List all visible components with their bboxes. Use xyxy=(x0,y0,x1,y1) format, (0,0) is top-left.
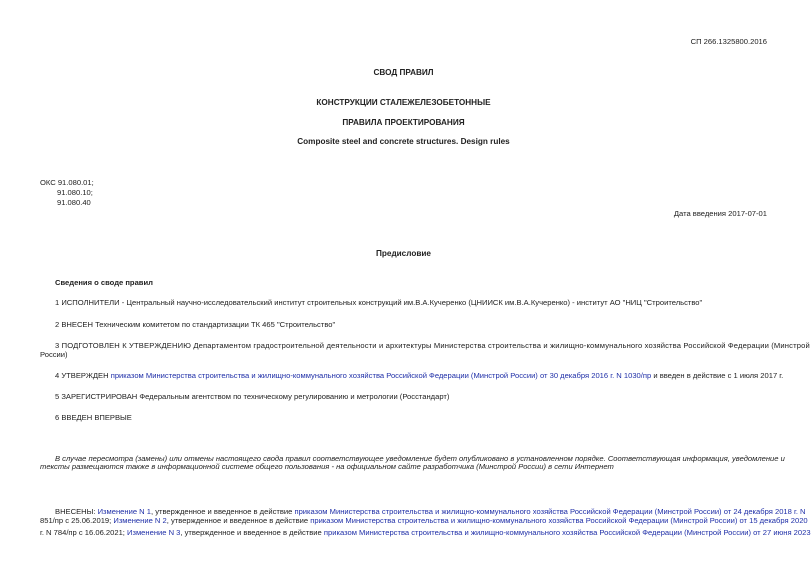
title-en: Composite steel and concrete structures. Design rules xyxy=(297,137,510,146)
oks-code-3: 91.080.40 xyxy=(57,198,91,207)
amendment-3-link[interactable]: Изменение N 3 xyxy=(127,528,181,537)
item-4 xyxy=(55,367,784,384)
amendment-2-order-link[interactable]: приказом Министерства строительства и жилищно-коммунального хозяйства Российской Федерации (Минстрой России) от 15 декабря 2020 xyxy=(310,516,808,525)
item-3-continued: России) xyxy=(40,350,68,359)
intro-date: Дата введения 2017-07-01 xyxy=(673,209,767,218)
info-title: Сведения о своде правил xyxy=(55,278,153,287)
amendment-1-link[interactable]: Изменение N 1 xyxy=(97,507,151,516)
item-3: 3 ПОДГОТОВЛЕН К УТВЕРЖДЕНИЮ Департаментом градостроительной деятельности и архитектуры Министерства строительства и жилищно-коммунального хозяйства Российской Федерации (Минстрой xyxy=(55,341,810,350)
doc-heading: СВОД ПРАВИЛ xyxy=(373,68,434,77)
title-ru-line1: КОНСТРУКЦИИ СТАЛЕЖЕЛЕЗОБЕТОННЫЕ xyxy=(316,98,491,107)
item-2: 2 ВНЕСЕН Техническим комитетом по стандартизации ТК 465 "Строительство" xyxy=(55,320,336,329)
amendment-3-text: , утвержденное и введенное в действие xyxy=(180,528,324,537)
amendments-line-3 xyxy=(40,528,811,537)
approval-order-link[interactable]: приказом Министерства строительства и жилищно-коммунального хозяйства Российской Федерации (Минстрой России) от 30 декабря 2016 г. N 1030/пр xyxy=(110,371,652,380)
oks-code-1: ОКС 91.080.01; xyxy=(40,178,94,187)
title-ru-line2: ПРАВИЛА ПРОЕКТИРОВАНИЯ xyxy=(342,118,465,127)
amendment-1-text: , утвержденное и введенное в действие xyxy=(150,507,295,516)
amendment-3-order-link[interactable]: приказом Министерства строительства и жилищно-коммунального хозяйства Российской Федерации (Минстрой России) от 27 июня 2023 xyxy=(323,528,811,537)
notice-line-1: В случае пересмотра (замены) или отмены настоящего свода правил соответствующее уведомление будет опубликовано в установленном порядке. Соответствующая информация, уведомление и xyxy=(55,454,785,463)
item-1: 1 ИСПОЛНИТЕЛИ - Центральный научно-исследовательский институт строительных конструкций им.В.А.Кучеренко (ЦНИИСК им.В.А.Кучеренко) - институт АО "НИЦ "Строительство" xyxy=(55,298,703,307)
amendment-2-text: , утвержденное и введенное в действие xyxy=(166,516,311,525)
item-4-suffix: и введен в действие с 1 июля 2017 г. xyxy=(651,371,784,380)
item-5: 5 ЗАРЕГИСТРИРОВАН Федеральным агентством по техническому регулированию и метрологии (Росстандарт) xyxy=(55,392,450,401)
amendments-line-2 xyxy=(40,516,808,525)
document-code: СП 266.1325800.2016 xyxy=(690,37,767,46)
oks-code-2: 91.080.10; xyxy=(57,188,93,197)
notice-line-2: тексты размещаются также в информационной системе общего пользования - на официальном сайте разработчика (Минстрой России) в сети Интернет xyxy=(40,462,614,471)
amendment-2-link[interactable]: Изменение N 2 xyxy=(113,516,167,525)
item-4-prefix: 4 УТВЕРЖДЕН xyxy=(55,371,111,380)
amendment-1-order-link[interactable]: приказом Министерства строительства и жилищно-коммунального хозяйства Российской Федерации (Минстрой России) от 24 декабря 2018 г. N xyxy=(294,507,806,516)
preface-title: Предисловие xyxy=(376,249,431,258)
amendments-label: ВНЕСЕНЫ: xyxy=(55,507,98,516)
amendment-2-date: г. N 784/пр с 16.06.2021; xyxy=(40,528,128,537)
amendment-1-date: 851/пр с 25.06.2019; xyxy=(40,516,114,525)
item-6: 6 ВВЕДЕН ВПЕРВЫЕ xyxy=(55,413,132,422)
